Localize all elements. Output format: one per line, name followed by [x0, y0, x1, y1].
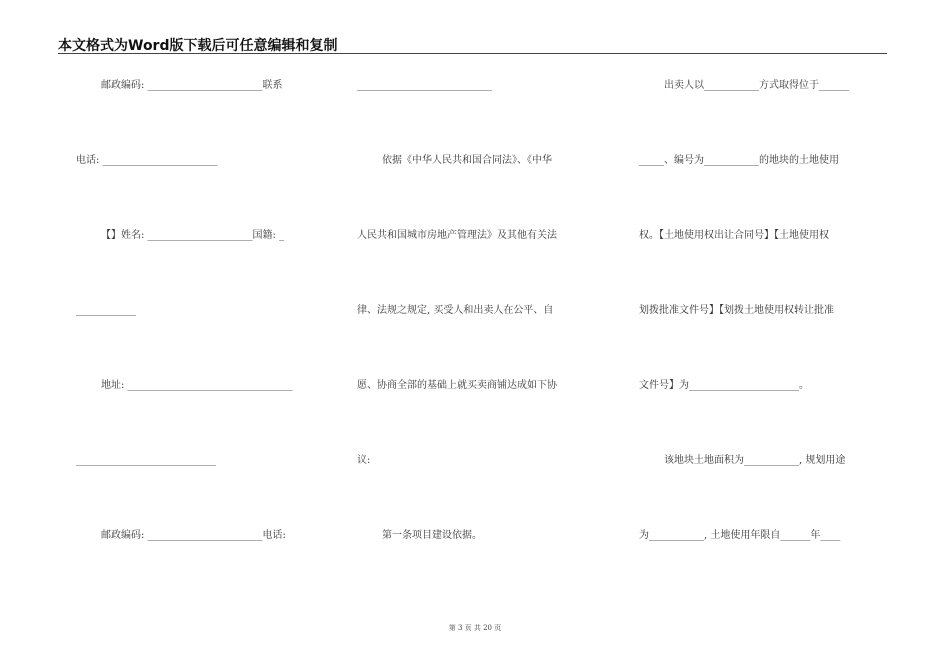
middle-line-1: 依据《中华人民共和国合同法》、《中华: [382, 155, 552, 166]
middle-line-article-1: 第一条项目建设依据。: [382, 530, 482, 541]
right-line-7: 为___________, 土地使用年限自______年____: [639, 530, 841, 541]
left-line-postal-code-1: 邮政编码: _______________________联系: [101, 80, 283, 91]
middle-line-5: 议:: [357, 455, 371, 466]
right-line-4: 划拨批准文件号】【划拨土地使用权转让批准: [639, 305, 834, 316]
right-line-6: 该地块土地面积为___________, 规划用途: [664, 455, 846, 466]
right-line-3: 权。【土地使用权出让合同号】【土地使用权: [639, 230, 829, 241]
left-line-address: 地址: _________________________________: [101, 380, 293, 391]
left-line-blank-1: ____________: [76, 305, 136, 316]
middle-line-3: 律、法规之规定, 买受人和出卖人在公平、自: [357, 305, 554, 316]
header-title: 本文格式为Word版下载后可任意编辑和复制: [58, 38, 338, 54]
page-header: [58, 35, 887, 54]
middle-line-2: 人民共和国城市房地产管理法》及其他有关法: [357, 230, 557, 241]
left-line-name-nationality: 【】姓名: _____________________国籍: _: [101, 230, 285, 241]
left-line-blank-2: ____________________________: [76, 455, 216, 466]
right-line-5: 文件号】为______________________。: [639, 380, 809, 391]
left-line-postal-code-2: 邮政编码: _______________________电话:: [101, 530, 286, 541]
middle-line-4: 愿、协商全部的基础上就买卖商铺达成如下协: [357, 380, 557, 391]
middle-line-blank: ___________________________: [357, 80, 492, 91]
page-number: 第 3 页 共 20 页: [448, 624, 502, 632]
left-line-phone-1: 电话: _______________________: [76, 155, 218, 166]
right-line-1: 出卖人以___________方式取得位于______: [664, 80, 849, 91]
right-line-2: _____、编号为___________的地块的土地使用: [639, 155, 839, 166]
